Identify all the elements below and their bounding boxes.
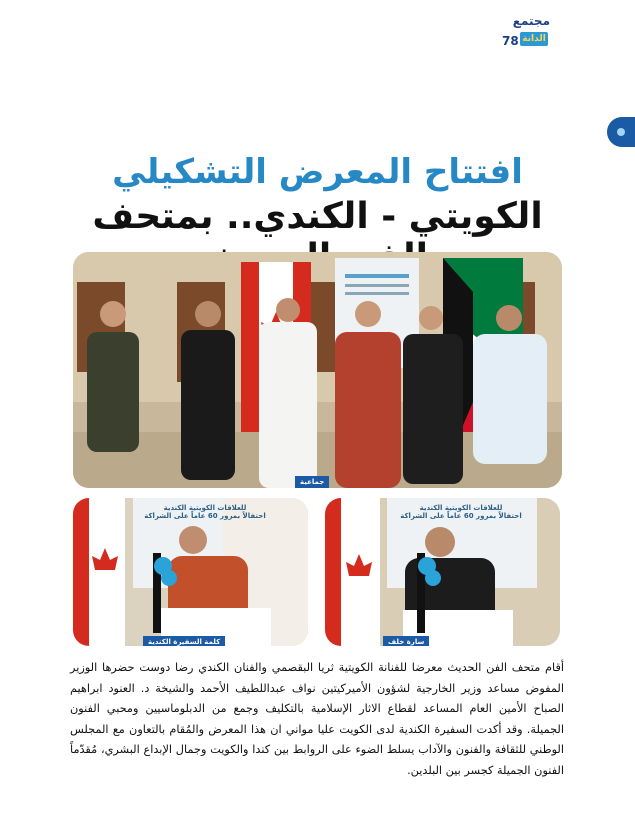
section-label: مجتمع [512, 14, 550, 28]
sarah-khalaf-speech-photo [325, 498, 560, 646]
article-title-line-2: الكويتي - الكندي.. بمتحف [92, 196, 543, 237]
group-photo-caption: جماعية [295, 476, 329, 488]
ambassador-speech-photo [73, 498, 308, 646]
sarah-khalaf-caption: سارة خلف [383, 636, 429, 646]
edge-tab-marker [607, 117, 635, 147]
ambassador-speech-caption: كلمة السفيرة الكندية [143, 636, 225, 646]
banner-text-right: للعلاقات الكويتية الكندية احتفالاً بمرور 60 عاماً على الشراكة [400, 504, 522, 520]
page-number: 78 [502, 34, 519, 48]
group-photo [73, 252, 562, 488]
banner-text-left: للعلاقات الكويتية الكندية احتفالاً بمرور 60 عاماً على الشراكة [144, 504, 266, 520]
magazine-logo: الدانة [520, 32, 548, 46]
article-title-line-1: افتتاح المعرض التشكيلي [112, 152, 523, 192]
article-body: أقام متحف الفن الحديث معرضا للفنانة الكويتية ثريا البقصمي والفنان الكندي رضا دوست حضرها الوزير المفوض مساعد وزير الخارجية لشؤون الأميركيتين نواف عبداللطيف الأحمد والشيخة د. العنود ابراهيم الصباح الأمين العام المساعد لقطاع الاثار الإسلامية بالتكليف وجمع من الدبلوماسيين ومحبي الفنون الجميلة. وقد أكدت السفيرة الكندية لدى الكويت عليا مواني ان هذا المعرض والمُقام بالتعاون مع المجلس الوطني للثقافة والفنون والآداب يسلط الضوء على الروابط بين كندا والكويت وجمال الإبداع البشري، مُقدّماً الفنون الجميلة كجسر بين البلدين. [70, 661, 564, 777]
section-badge [502, 12, 550, 48]
